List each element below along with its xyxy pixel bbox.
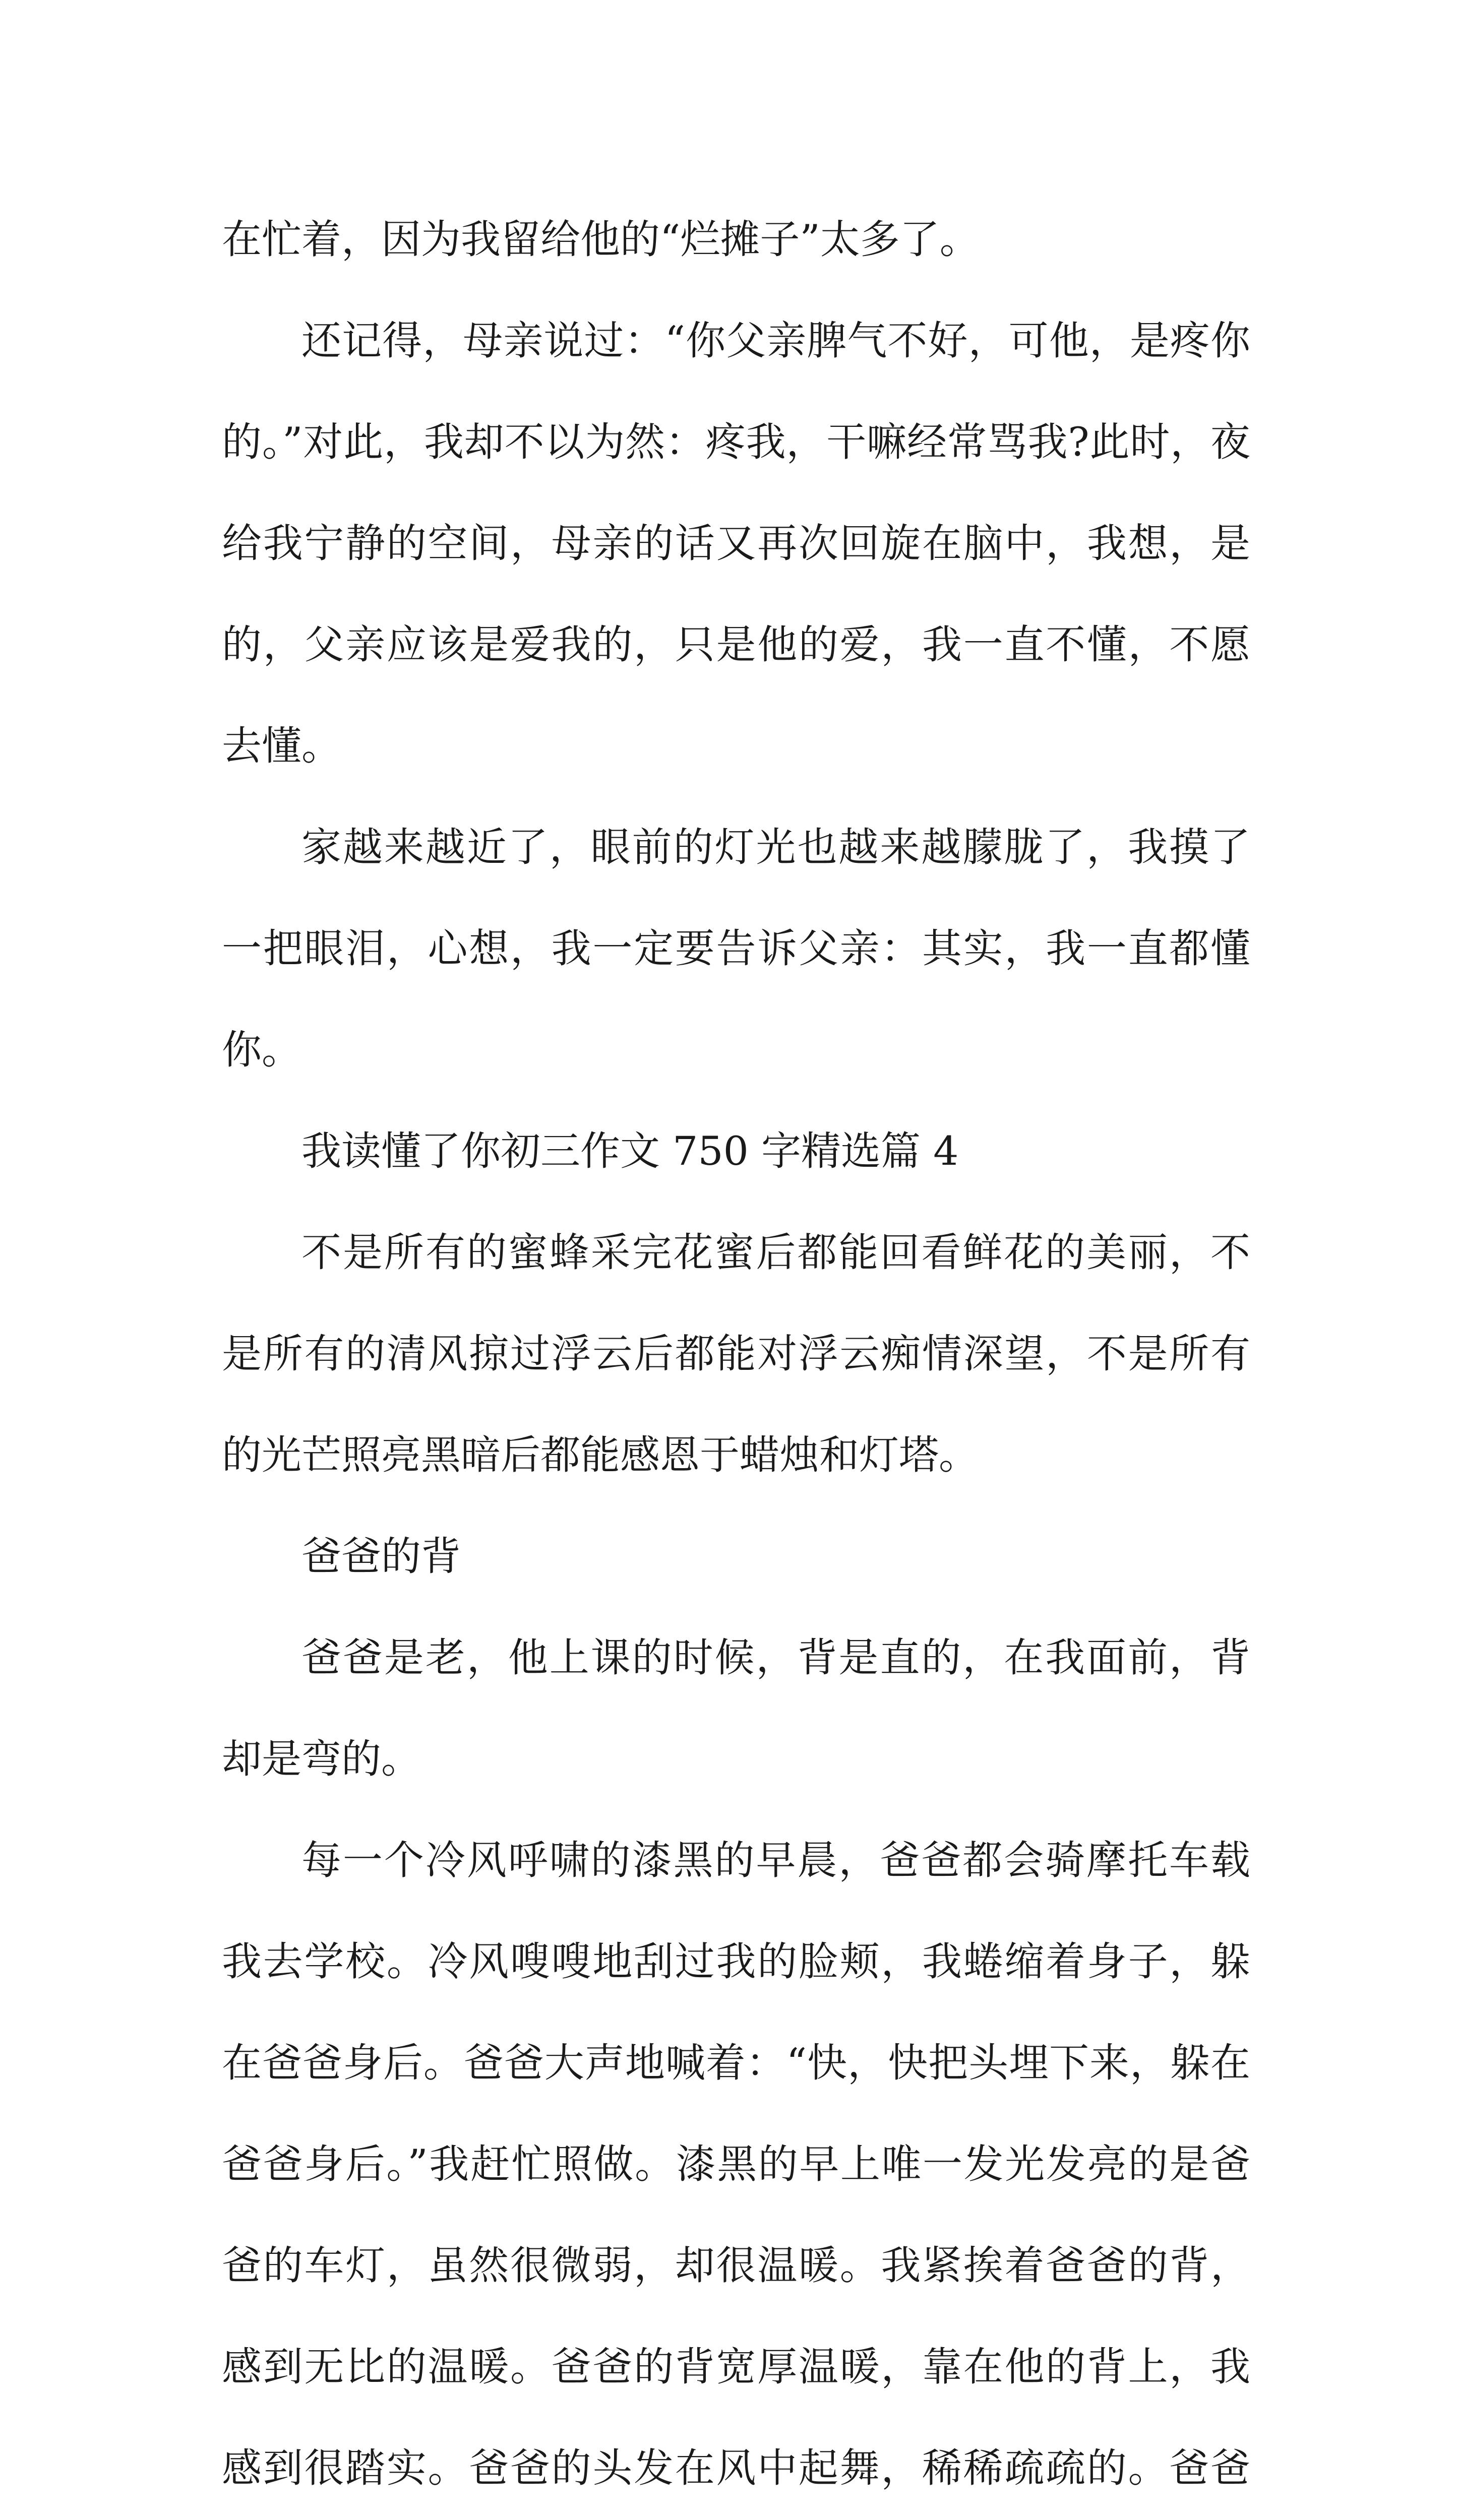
- paragraph: 爸爸是老，他上课的时候，背是直的，在我面前，背却是弯的。: [222, 1634, 1250, 1782]
- section-heading: 爸爸的背: [301, 1533, 461, 1580]
- paragraph: 在忙着，因为我留给他的“烂摊子”太多了。: [222, 216, 980, 263]
- paragraph: 还记得，母亲说过：“你父亲脾气不好，可他，是疼你的。”对此，我却不以为然：疼我，干嘛经常骂我?此时，夜给我宁静的空间，母亲的话又再次回旋在脑中，我想，是的，父亲应该是爱我的，只是他的爱，我一直不懂，不愿去懂。: [222, 318, 1250, 769]
- paragraph: 每一个冷风呼啸的漆黑的早晨，爸爸都会骑摩托车载我去学校。冷风嗖嗖地刮过我的脸颊，我蜷缩着身子，躲在爸爸身后。爸爸大声地喊着：“快，快把头埋下来，躲在爸爸身后。”我赶忙照做。漆黑的早上唯一发光发亮的是爸爸的车灯，虽然很微弱，却很温暖。我紧挨着爸爸的背，感到无比的温暖。爸爸的背宽厚温暖，靠在他的背上，我感到很踏实。爸爸的头发在风中起舞，稀稀疏疏的。爸爸: [222, 1837, 1250, 2491]
- paragraph: 家越来越近了，眼前的灯光也越来越朦胧了，我摸了一把眼泪，心想，我一定要告诉父亲：其实，我一直都懂你。: [222, 824, 1250, 1073]
- section-heading: 我读懂了你初三作文 750 字精选篇 4: [301, 1128, 959, 1174]
- paragraph: 不是所有的蜜蜂采完花蜜后都能回看鲜花的美丽，不是所有的清风掠过浮云后都能对浮云痴情深望，不是所有的光芒照亮黑暗后都能感恩于蜡烛和灯塔。: [222, 1229, 1250, 1478]
- document-body: [222, 189, 1250, 2520]
